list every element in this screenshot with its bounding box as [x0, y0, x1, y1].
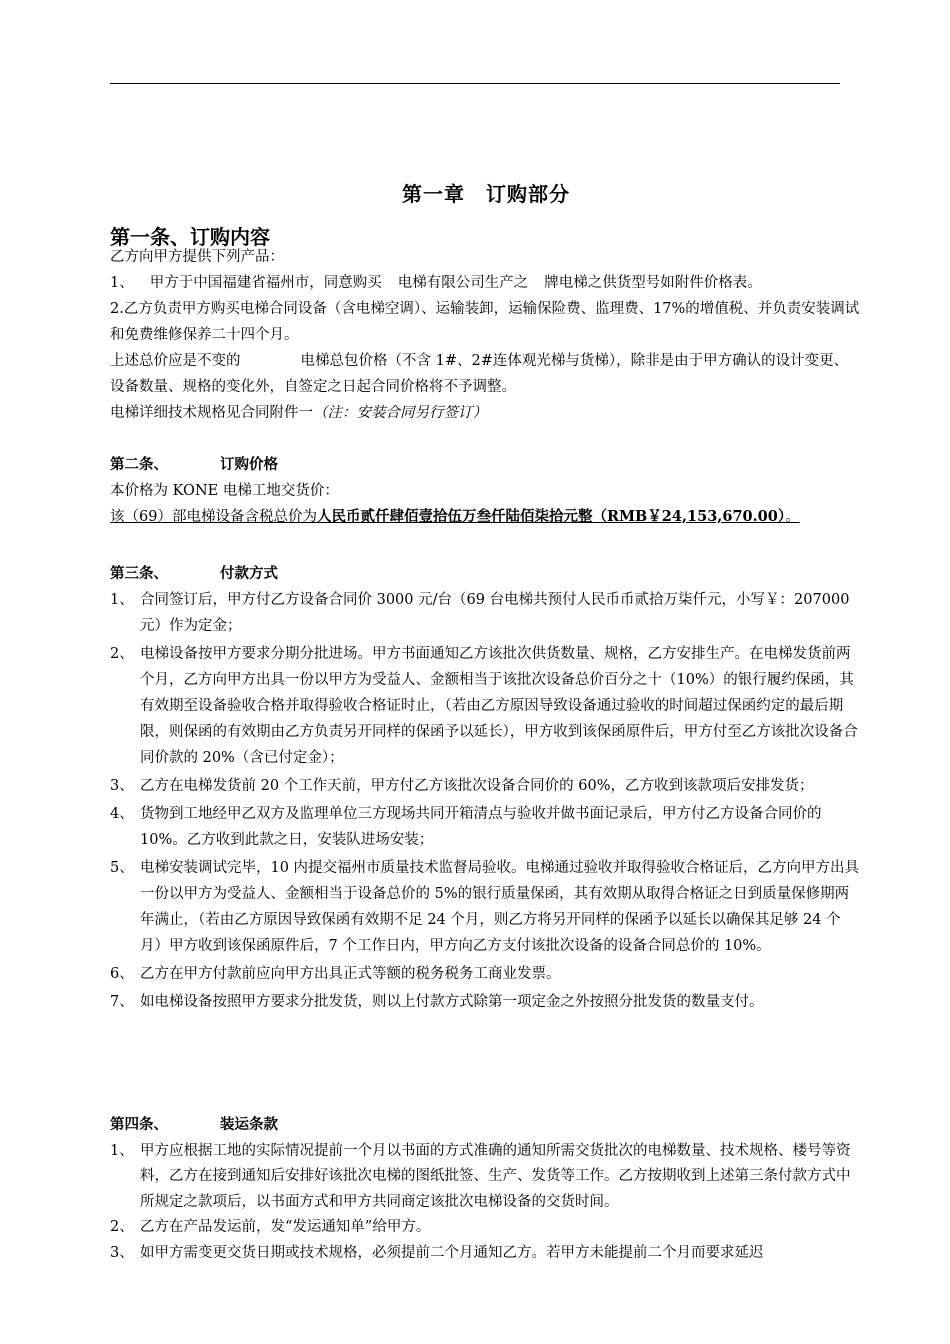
item1-text-b: 电梯有限公司生产之: [397, 275, 529, 291]
article4: [110, 1113, 862, 1266]
list-item: 2、 乙方在产品发运前，发“发运通知单”给甲方。: [110, 1219, 431, 1235]
item1-text-c: 牌电梯之供货型号如附件价格表。: [544, 275, 762, 291]
para4-note: （注：安装合同另行签订）: [313, 405, 487, 421]
para3-text-b: 电梯总包价格（不含 1#、2#连体观光梯与货梯），除非是由于甲方确认的设计变更、设备数量、规格的变化外，自签定之日起合同价格将不予调整。: [110, 353, 849, 395]
article4-heading: 第四条、 装运条款: [110, 1117, 278, 1133]
para4-text: 电梯详细技术规格见合同附件一: [110, 405, 313, 421]
article2-line2: 该（69）部电梯设备含税总价为人民币贰仟肆佰壹拾伍万叁仟陆佰柒拾元整（RMB￥24,153,670.00）。: [110, 508, 800, 525]
item1-text-a: 甲方于中国福建省福州市，同意购买: [149, 275, 382, 291]
list-item: 7、 如电梯设备按照甲方要求分批发货，则以上付款方式除第一项定金之外按照分批发货的数量支付。: [110, 994, 764, 1010]
item-number: 1、: [110, 275, 134, 291]
list-item: 6、 乙方在甲方付款前应向甲方出具正式等额的税务税务工商业发票。: [110, 966, 561, 982]
list-item: 4、 货物到工地经甲乙双方及监理单位三方现场共同开箱清点与验收并做书面记录后，甲方付乙方设备合同价的 10%。乙方收到此款之日，安装队进场安装；: [110, 806, 822, 848]
article2: [110, 452, 862, 530]
list-item: 5、 电梯安装调试完毕，10 内提交福州市质量技术监督局验收。电梯通过验收并取得验收合格证后，乙方向甲方出具一份以甲方为受益人、金额相当于设备总价的 5%的银行质量保函，其有效期从取得合格证之日到质量保修期两年满止，（若由乙方原因导致保函有效期不足 24 个月，则乙方将另开同样的保函予以延长以确保其足够 24 个月）甲方收到该保函原件后，7 个工作日内，甲方向乙方支付该批次设备的设备合同总价的 10%。: [110, 860, 860, 954]
list-item: 3、 乙方在电梯发货前 20 个工作天前，甲方付乙方该批次设备合同价的 60%，乙方收到该款项后安排发货；: [110, 778, 814, 794]
list-item: 3、 如甲方需变更交货日期或技术规格，必须提前二个月通知乙方。若甲方未能提前二个月而要求延迟: [110, 1244, 764, 1261]
article3: [110, 561, 862, 1015]
header-rule: [110, 83, 840, 84]
article3-heading: 第三条、 付款方式: [110, 566, 278, 582]
article2-heading: 第二条、 订购价格: [110, 457, 278, 473]
article1-body: [110, 244, 862, 426]
article1-item2: 2.乙方负责甲方购买电梯合同设备（含电梯空调）、运输装卸，运输保险费、监理费、17%的增值税、并负责安装调试和免费维修保养二十四个月。: [110, 301, 860, 343]
article1-item1: [110, 270, 862, 296]
article2-line1: 本价格为 KONE 电梯工地交货价：: [110, 483, 339, 499]
chapter-title: 第一章 订购部分: [402, 182, 570, 206]
list-item: 2、 电梯设备按甲方要求分期分批进场。甲方书面通知乙方该批次供货数量、规格，乙方安排生产。在电梯发货前两个月，乙方向甲方出具一份以甲方为受益人、金额相当于该批次设备总价百分之十（10%）的银行履约保函，其有效期至设备验收合格并取得验收合格证时止，（若由乙方原因导致设备通过验收的时间超过保函约定的最后期限，则保函的有效期由乙方负责另开同样的保函予以延长），甲方收到该保函原件后，甲方付至乙方该批次设备合同价款的 20%（含已付定金）；: [110, 646, 858, 766]
list-item: 1、 合同签订后，甲方付乙方设备合同价 3000 元/台（69 台电梯共预付人民币币贰拾万柒仟元，小写￥：207000 元）作为定金；: [110, 592, 850, 634]
article1-heading: 第一条、订购内容: [110, 225, 270, 249]
total-price: 人民币贰仟肆佰壹拾伍万叁仟陆佰柒拾元整（RMB￥24,153,670.00）: [316, 508, 786, 525]
article1-para3: [110, 348, 862, 400]
list-item: 1、 甲方应根据工地的实际情况提前一个月以书面的方式准确的通知所需交货批次的电梯数量、技术规格、楼号等资料，乙方在接到通知后安排好该批次电梯的图纸批签、生产、发货等工作。乙方按期收到上述第三条付款方式中所规定之款项后，以书面方式和甲方共同商定该批次电梯设备的交货时间。: [110, 1142, 851, 1210]
article1-intro: 乙方向甲方提供下列产品：: [110, 249, 284, 265]
para3-text-a: 上述总价应是不变的: [110, 353, 241, 369]
article1-para4: [110, 400, 862, 426]
